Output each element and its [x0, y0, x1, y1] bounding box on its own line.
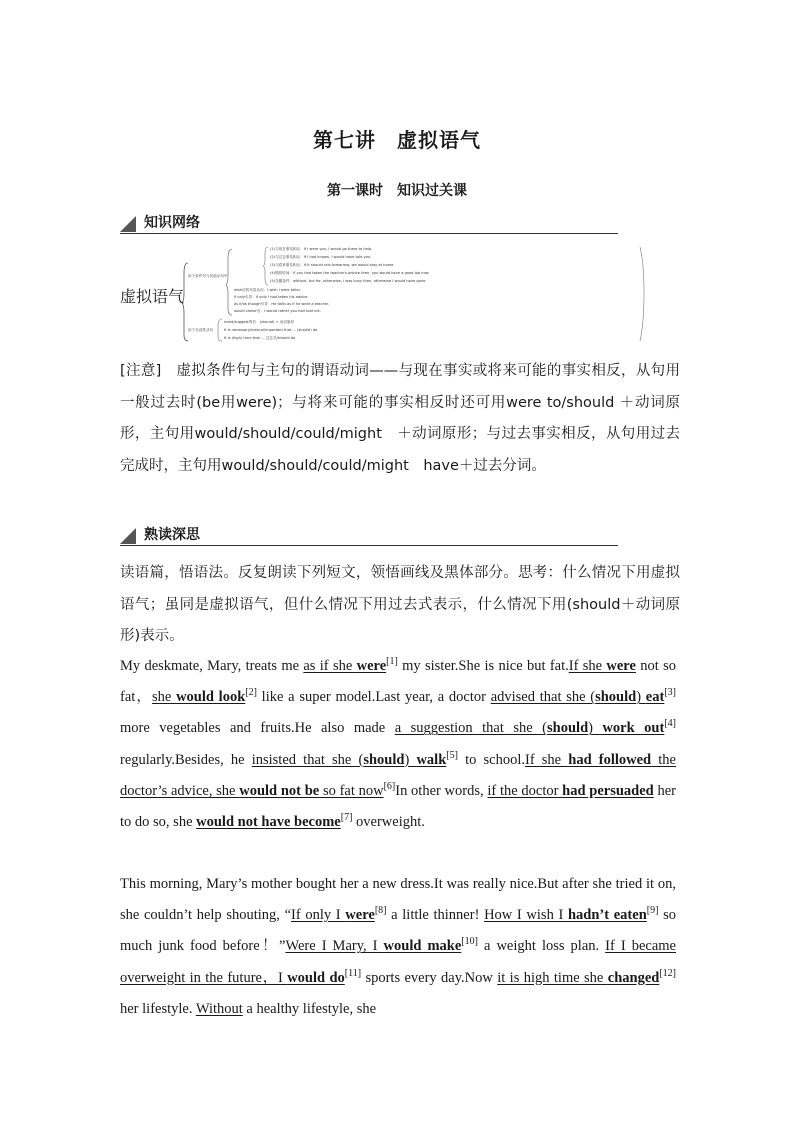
text-run: )	[588, 720, 603, 737]
text-run: a weight loss plan.	[477, 938, 606, 955]
underlined-phrase	[484, 907, 647, 923]
text-run: )	[404, 751, 417, 768]
text-run: This morning, Mary’s mother bought her a new dress.It was really nice.But after she tried it on, she couldn’t help shouting, “	[120, 876, 676, 924]
section-title: 知识网络	[144, 215, 200, 231]
footnote-marker: [7]	[340, 812, 353, 824]
network-item: (3)与将来事实相反：If it should rain tomorrow, we would stay at home.	[270, 263, 395, 267]
footnote-marker: [8]	[374, 905, 387, 917]
bold-verb: should	[547, 720, 589, 737]
text-run: my sister.She is nice but fat.	[397, 658, 569, 674]
footnote-marker: [5]	[446, 749, 458, 761]
underlined-phrase	[152, 689, 245, 705]
text-run: If she	[524, 751, 569, 768]
footnote-marker: [10]	[461, 936, 478, 948]
network-item: (5)含蓄条件：without, but for, otherwise, I was busy then, otherwise I would have gone.	[270, 279, 427, 283]
text-run: regularly.Besides, he	[120, 751, 252, 768]
text-run: Were I Mary, I	[285, 938, 384, 955]
text-run: If I became overweight in the future，I	[120, 938, 676, 986]
section-title: 熟读深思	[144, 527, 200, 543]
footnote-marker: [3]	[664, 687, 676, 699]
text-run: advised that she (	[490, 689, 596, 706]
text-run: a healthy lifestyle, she	[242, 1000, 377, 1017]
bold-verb: would do	[287, 969, 345, 986]
bold-verb: would not have become	[196, 814, 341, 831]
reading-instruction: 读语篇，悟语法。反复朗读下列短文，领悟画线及黑体部分。思考：什么情况下用虚拟语气；虽同是虚拟语气，但什么情况下用过去式表示，什么情况下用(should＋动词原形)表示。	[120, 565, 680, 644]
text-run: so much junk food before！”	[120, 907, 676, 955]
text-run: her lifestyle.	[120, 1000, 196, 1017]
footnote-marker: [12]	[659, 967, 677, 979]
text-run: to school.	[457, 751, 525, 768]
footnote-marker: [6]	[383, 780, 396, 792]
bold-verb: work out	[602, 720, 665, 737]
network-item: if only引导：If only I had taken his advice.	[234, 295, 309, 299]
knowledge-network-diagram	[182, 243, 652, 346]
section-marker-icon	[120, 216, 136, 232]
branch-label-1: 用于条件句与其他从句中	[188, 274, 228, 278]
text-run: so fat now	[319, 782, 384, 799]
section-header-network	[120, 215, 618, 234]
passage-paragraph-2	[120, 869, 676, 1025]
text-run: )	[636, 689, 646, 706]
text-run: she	[152, 689, 177, 706]
underlined-phrase	[491, 689, 665, 705]
underlined-phrase	[303, 658, 386, 674]
network-item: wish后的宾语从句：I wish I were taller.	[234, 288, 301, 292]
sub-brace-2	[263, 247, 268, 285]
bold-verb: hadn’t eaten	[567, 907, 647, 924]
sub-brace-1	[226, 249, 232, 315]
network-root-label: 虚拟语气	[120, 287, 185, 306]
text-run: a little thinner!	[386, 907, 485, 924]
bold-verb: eat	[645, 689, 665, 706]
section-header-reading	[120, 527, 618, 546]
text-run: In other words,	[395, 782, 488, 799]
bold-verb: were	[345, 907, 375, 924]
bold-verb: were	[606, 658, 636, 674]
bold-verb: should	[363, 751, 405, 768]
bold-verb: had persuaded	[562, 782, 654, 799]
branch-label-2: 用于名词性从句	[188, 328, 214, 332]
footnote-marker: [9]	[646, 905, 659, 917]
bold-verb: should	[595, 689, 637, 706]
network-item: (4)错综时间：If you had taken the teacher's advice then, you would have a good job now.	[270, 271, 430, 275]
text-run: her to do so, she	[120, 782, 676, 831]
text-run: if the doctor	[487, 782, 563, 799]
text-run: insisted that she (	[251, 751, 364, 768]
right-brace	[640, 247, 644, 341]
footnote-marker: [2]	[245, 687, 257, 699]
sub-brace-3	[218, 319, 222, 341]
underlined-phrase	[487, 783, 653, 799]
bold-verb: had followed	[568, 751, 652, 768]
underlined-phrase	[291, 907, 375, 923]
page-title: 第七讲 虚拟语气	[313, 128, 481, 152]
network-item: as if/as though引导：He talks as if he were a teacher.	[234, 302, 330, 306]
text-run: not so fat，	[120, 658, 676, 706]
lesson-subtitle: 第一课时 知识过关课	[327, 183, 467, 199]
underlined-phrase: Without	[195, 1000, 243, 1017]
network-item: It is (high) time that ... 过去式/should do	[224, 336, 296, 340]
section-marker-icon	[120, 528, 136, 544]
text-run: like a super model.Last year, a doctor	[256, 689, 491, 706]
text-run: the doctor’s advice, she	[120, 751, 676, 799]
underlined-phrase	[497, 970, 659, 986]
footnote-marker: [11]	[344, 967, 362, 979]
underlined-phrase	[285, 938, 461, 954]
passage-paragraph-1	[120, 651, 676, 838]
network-item: insist/suggest等后：(should) + 动词原形	[224, 320, 295, 324]
text-run: How I wish I	[484, 907, 568, 924]
text-run: If only I	[291, 907, 346, 924]
bold-verb: walk	[416, 751, 447, 768]
footnote-marker: [4]	[664, 718, 676, 730]
network-item: (2)与过去事实相反：If I had known, I would have told you.	[270, 255, 372, 259]
grammar-note: [注意] 虚拟条件句与主句的谓语动词——与现在事实或将来可能的事实相反，从句用一般过去时(be用were)；与将来可能的事实相反时还可用were to/should ＋动词原形，主句用would/should/could/might ＋动词原形；与过去事实相反，从句用过去完成时，主句用would/should/could/might have＋过去分词。	[120, 363, 680, 474]
underlined-phrase	[395, 720, 665, 736]
network-item: (1)与现在事实相反：If I were you, I would go there to help.	[270, 247, 373, 251]
text-run: more vegetables and fruits.He also made	[120, 720, 395, 737]
underlined-phrase	[252, 752, 447, 768]
bold-verb: changed	[607, 969, 660, 986]
text-run: a suggestion that she (	[394, 720, 548, 737]
text-run: If she	[568, 658, 607, 674]
bold-verb: would look	[176, 689, 246, 706]
text-run: overweight.	[352, 814, 425, 831]
underlined-phrase	[569, 658, 636, 674]
bold-verb: would make	[383, 938, 462, 955]
text-run: as if she	[303, 658, 357, 674]
text-run: it is high time she	[497, 969, 608, 986]
text-run: sports every day.Now	[361, 969, 498, 986]
network-item: would rather后：I would rather you had told me.	[234, 309, 321, 313]
bold-verb: were	[356, 658, 387, 674]
footnote-marker: [1]	[386, 656, 398, 668]
text-run: My deskmate, Mary, treats me	[120, 658, 304, 674]
network-item: It is necessary/natural/important that ... (should) do	[224, 328, 318, 332]
bold-verb: would not be	[239, 782, 320, 799]
